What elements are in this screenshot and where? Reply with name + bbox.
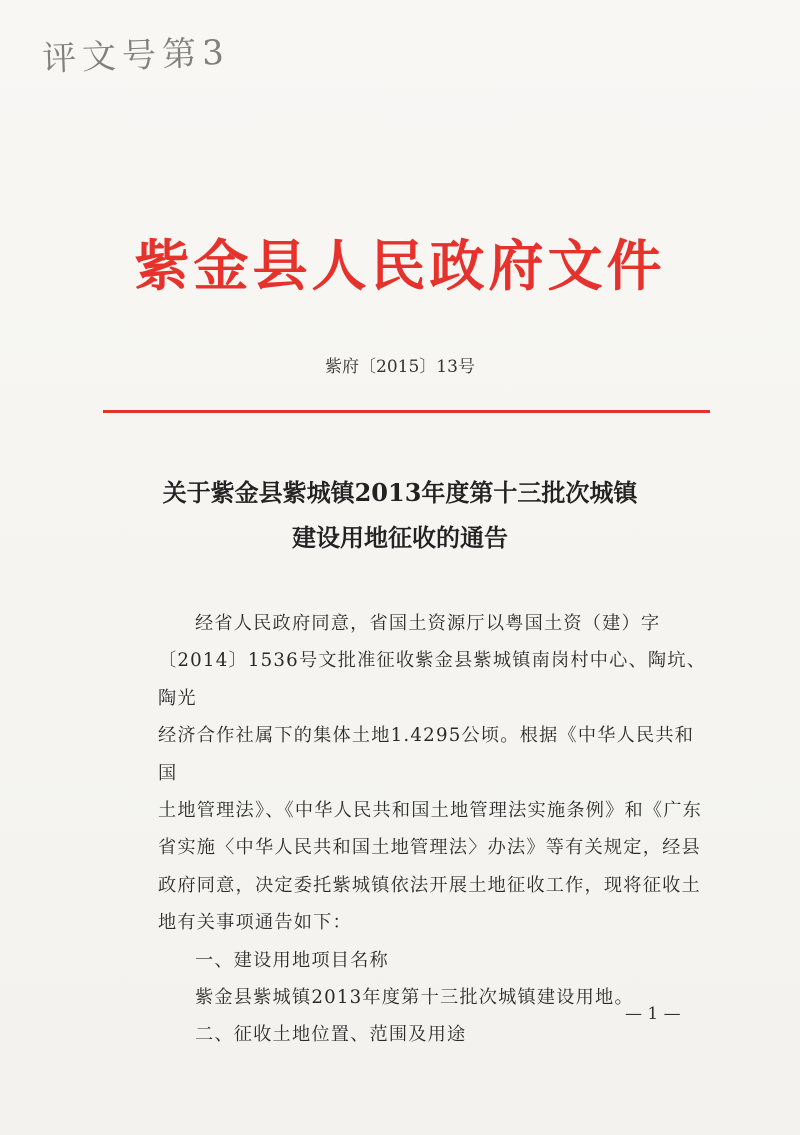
notice-title-line-1: 关于紫金县紫城镇2013年度第十三批次城镇 bbox=[162, 478, 638, 507]
body-line: 经济合作社属下的集体土地1.4295公顷。根据《中华人民共和国 bbox=[158, 725, 695, 784]
handwritten-note: 评文号第3 bbox=[41, 32, 231, 80]
document-number: 紫府〔2015〕13号 bbox=[325, 357, 475, 377]
body-line: 政府同意，决定委托紫城镇依法开展土地征收工作，现将征收土 bbox=[158, 874, 701, 896]
body-line: 土地管理法》、《中华人民共和国土地管理法实施条例》和《广东 bbox=[158, 800, 703, 822]
section-1-text: 紫金县紫城镇2013年度第十三批次城镇建设用地。 bbox=[195, 987, 634, 1009]
page-number: — 1 — bbox=[625, 1004, 681, 1024]
red-divider-line bbox=[103, 410, 710, 413]
section-1-heading: 一、建设用地项目名称 bbox=[195, 949, 389, 971]
body-line: 经省人民政府同意，省国土资源厅以粤国土资（建）字 bbox=[195, 613, 661, 634]
notice-title bbox=[0, 470, 800, 560]
section-2-heading: 二、征收土地位置、范围及用途 bbox=[195, 1024, 467, 1046]
body-line: 地有关事项通告如下： bbox=[158, 912, 352, 934]
org-header-title: 紫金县人民政府文件 bbox=[134, 233, 666, 298]
notice-body bbox=[158, 605, 713, 1054]
body-line: 省实施〈中华人民共和国土地管理法〉办法》等有关规定，经县 bbox=[158, 837, 701, 859]
body-line: 〔2014〕1536号文批准征收紫金县紫城镇南岗村中心、陶坑、陶光 bbox=[158, 650, 707, 709]
notice-title-line-2: 建设用地征收的通告 bbox=[292, 523, 508, 552]
